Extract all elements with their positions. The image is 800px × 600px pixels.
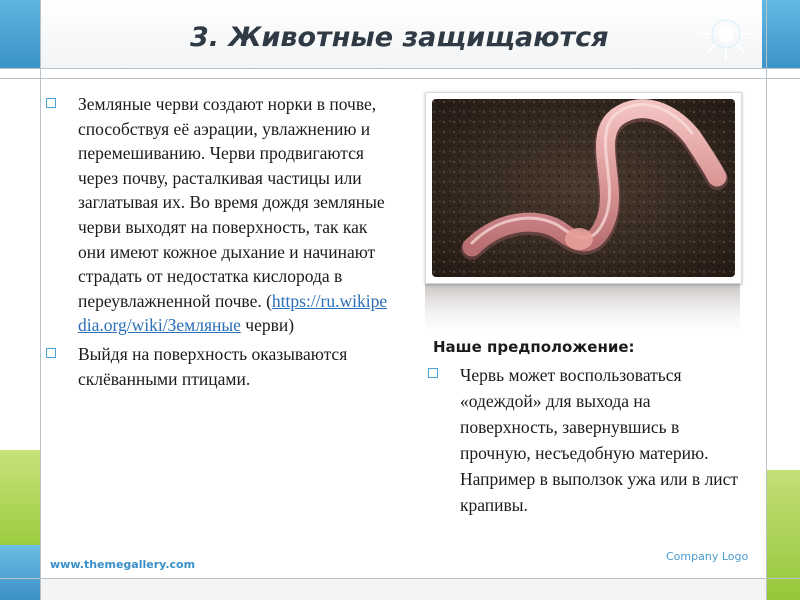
side-tile-right-green <box>766 470 800 600</box>
side-tile-left-green <box>0 450 40 545</box>
divider-line <box>0 578 800 579</box>
divider-line <box>0 78 800 79</box>
bullet-text: Земляные черви создают норки в почве, способствуя её аэрации, увлажнению и перемешиванию. Черви продвигаются через почву, расталкивая частицы или заглатывая их. Во время дождя земляные черви выходят на поверхность, так как они имеют кожное дыхание и начинают страдать от недостатка кислорода в переувлажненной почве. ( <box>78 94 385 311</box>
list-item <box>42 342 390 391</box>
right-text-column <box>424 362 744 518</box>
bullet-text: Выйдя на поверхность оказываются склёванными птицами. <box>78 343 348 389</box>
wikipedia-link[interactable]: https://ru.wikipedia.org/wiki/Земляные <box>78 290 388 336</box>
divider-line <box>766 0 767 600</box>
bullet-icon <box>428 368 438 378</box>
footer-url[interactable]: www.themegallery.com <box>50 558 196 571</box>
bullet-text-tail: черви) <box>240 315 295 336</box>
hypothesis-heading: Наше предположение: <box>433 338 635 356</box>
list-item <box>42 92 390 338</box>
slide-title: 3. Животные защищаются <box>190 22 609 53</box>
bullet-text: Червь может воспользоваться «одеждой» для выхода на поверхность, завернувшись в прочную, несъедобную материю. Например в выползок ужа или в лист крапивы. <box>460 365 739 515</box>
side-tile-left-blue <box>0 545 40 600</box>
corner-tile-top-right <box>762 0 800 68</box>
divider-line <box>0 68 800 69</box>
photo-reflection <box>425 284 740 339</box>
divider-line <box>40 0 41 600</box>
bullet-icon <box>46 98 56 108</box>
earthworm-image <box>432 99 735 277</box>
earthworm-photo <box>425 92 742 284</box>
reflection-image <box>425 284 740 339</box>
footer-strip <box>40 578 766 600</box>
left-text-column <box>42 92 390 391</box>
corner-tile-top-left <box>0 0 40 68</box>
list-item <box>424 362 744 518</box>
bullet-icon <box>46 348 56 358</box>
company-logo: Company Logo <box>666 550 749 563</box>
